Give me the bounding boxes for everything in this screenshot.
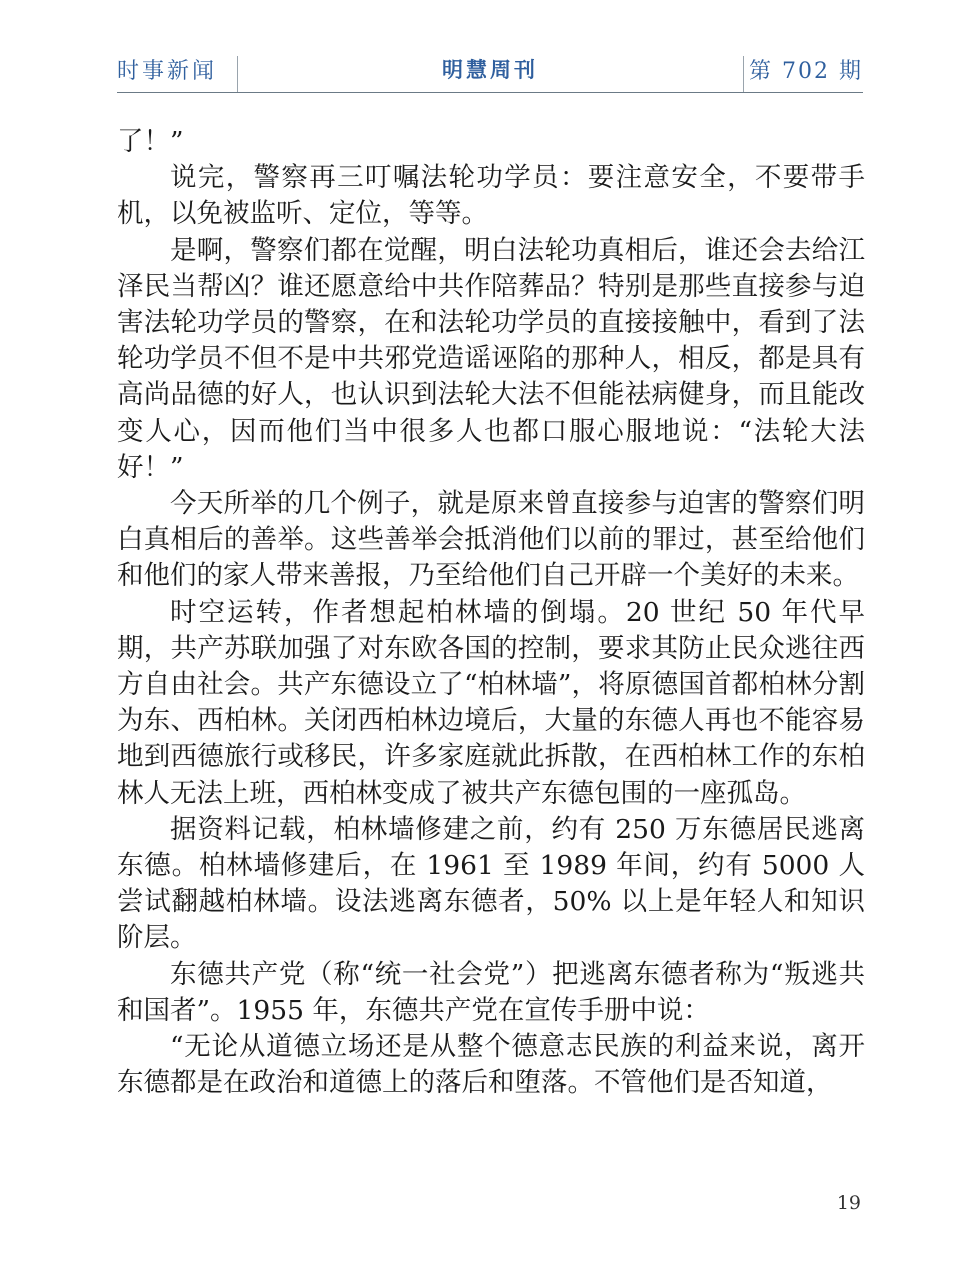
paragraph: “无论从道德立场还是从整个德意志民族的利益来说，离开东德都是在政治和道德上的落后和堕落。不管他们是否知道， [117, 1031, 865, 1099]
paragraph: 据资料记载，柏林墙修建之前，约有 250 万东德居民逃离东德。柏林墙修建后，在 1961 至 1989 年间，约有 5000 人尝试翻越柏林墙。设法逃离东德者，50% 以上是年轻人和知识阶层。 [117, 813, 865, 954]
page-number: 19 [836, 1192, 861, 1214]
issue-number: 第 702 期 [749, 59, 863, 84]
paragraph: 时空运转，作者想起柏林墙的倒塌。20 世纪 50 年代早期，共产苏联加强了对东欧各国的控制，要求其防止民众逃往西方自由社会。共产东德设立了“柏林墙”，将原德国首都柏林分割为东、西柏林。关闭西柏林边境后，大量的东德人再也不能容易地到西德旅行或移民，许多家庭就此拆散，在西柏林工作的东柏林人无法上班，西柏林变成了被共产东德包围的一座孤岛。 [117, 596, 865, 809]
article-body [117, 124, 865, 1101]
paragraph: 说完，警察再三叮嘱法轮功学员：要注意安全，不要带手机，以免被监听、定位，等等。 [117, 162, 865, 230]
publication-title: 明慧周刊 [442, 58, 538, 82]
paragraph: 了！” [117, 126, 184, 157]
paragraph: 是啊，警察们都在觉醒，明白法轮功真相后，谁还会去给江泽民当帮凶？谁还愿意给中共作陪葬品？特别是那些直接参与迫害法轮功学员的警察，在和法轮功学员的直接接触中，看到了法轮功学员不但不是中共邪党造谣诬陷的那种人，相反，都是具有高尚品德的好人，也认识到法轮大法不但能祛病健身，而且能改变人心，因而他们当中很多人也都口服心服地说：“法轮大法好！” [117, 234, 865, 483]
header-divider-right [743, 56, 744, 92]
running-header [117, 50, 863, 93]
section-label: 时事新闻 [117, 59, 218, 84]
paragraph: 今天所举的几个例子，就是原来曾直接参与迫害的警察们明白真相后的善举。这些善举会抵消他们以前的罪过，甚至给他们和他们的家人带来善报，乃至给他们自己开辟一个美好的未来。 [117, 488, 865, 592]
paragraph: 东德共产党（称“统一社会党”）把逃离东德者称为“叛逃共和国者”。1955 年，东德共产党在宣传手册中说： [117, 958, 865, 1026]
